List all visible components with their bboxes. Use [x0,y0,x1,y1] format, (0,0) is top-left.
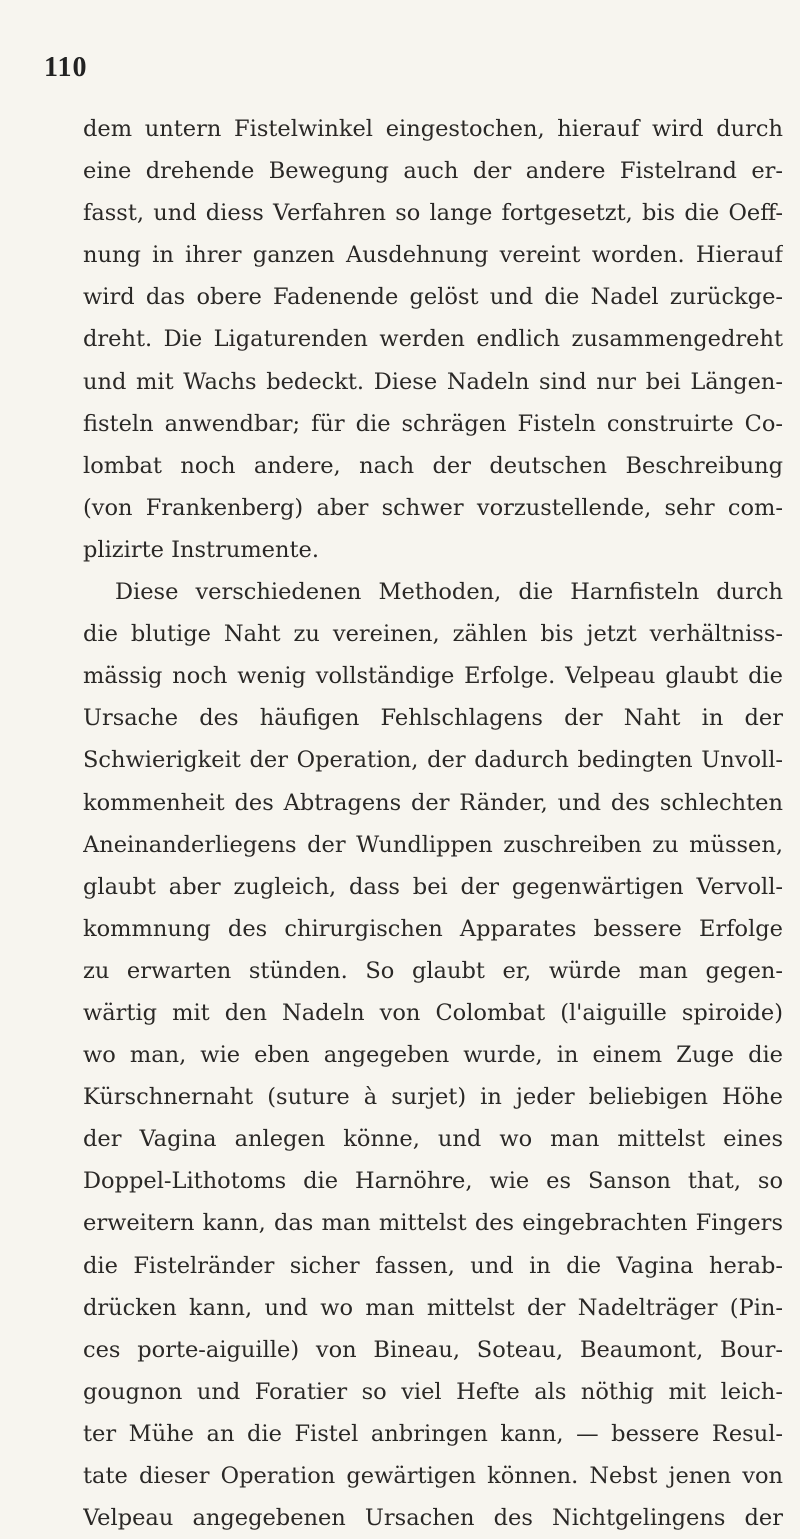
text-line: die Fistelränder sicher fassen, und in die Vagina herab- [83,1252,783,1279]
text-line: mässig noch wenig vollständige Erfolge. Velpeau glaubt die [83,663,783,690]
text-line: dreht. Die Ligaturenden werden endlich zusammengedreht [83,326,783,353]
text-line: und mit Wachs bedeckt. Diese Nadeln sind nur bei Längen- [83,368,783,395]
text-line: Doppel-Lithotoms die Harnöhre, wie es Sanson that, so [83,1168,783,1195]
text-line: die blutige Naht zu vereinen, zählen bis jetzt verhältniss- [83,621,783,648]
paragraph-first-line: Diese verschiedenen Methoden, die Harnfisteln durch [115,579,783,606]
text-line: fasst, und diess Verfahren so lange fortgesetzt, bis die Oeff- [83,200,783,227]
text-line: erweitern kann, das man mittelst des eingebrachten Fingers [83,1210,783,1237]
text-block [83,108,783,1539]
text-line: dem untern Fistelwinkel eingestochen, hierauf wird durch [83,116,783,142]
text-line: Velpeau angegebenen Ursachen des Nichtgelingens der [83,1505,783,1532]
text-line: zu erwarten stünden. So glaubt er, würde man gegen- [83,957,783,984]
text-line: kommenheit des Abtragens der Ränder, und des schlechten [83,789,783,816]
text-line: fisteln anwendbar; für die schrägen Fisteln construirte Co- [83,410,783,437]
text-line: wird das obere Fadenende gelöst und die Nadel zurückge- [83,284,783,311]
text-line: eine drehende Bewegung auch der andere Fistelrand er- [83,158,783,185]
text-line: plizirte Instrumente. [83,536,319,563]
text-line: Kürschnernaht (suture à surjet) in jeder beliebigen Höhe [83,1084,783,1111]
text-line: ter Mühe an die Fistel anbringen kann, — bessere Resul- [83,1420,783,1447]
text-line: Schwierigkeit der Operation, der dadurch bedingten Unvoll- [83,747,783,774]
text-line: gougnon und Foratier so viel Hefte als nöthig mit leich- [83,1378,783,1405]
page-number: 110 [44,52,88,83]
text-line: drücken kann, und wo man mittelst der Nadelträger (Pin- [83,1294,783,1321]
text-line: wo man, wie eben angegeben wurde, in einem Zuge die [83,1042,783,1069]
text-line: wärtig mit den Nadeln von Colombat (l'aiguille spiroide) [83,999,783,1026]
text-line: kommnung des chirurgischen Apparates bessere Erfolge [83,915,783,942]
text-line: Aneinanderliegens der Wundlippen zuschreiben zu müssen, [83,831,783,858]
text-line: tate dieser Operation gewärtigen können. Nebst jenen von [83,1463,783,1489]
text-line: ces porte-aiguille) von Bineau, Soteau, Beaumont, Bour- [83,1336,783,1363]
text-line: nung in ihrer ganzen Ausdehnung vereint worden. Hierauf [83,242,783,269]
text-line: Ursache des häufigen Fehlschlagens der Naht in der [83,705,783,732]
text-line: der Vagina anlegen könne, und wo man mittelst eines [83,1126,783,1153]
text-line: lombat noch andere, nach der deutschen Beschreibung [83,452,783,479]
text-line: (von Frankenberg) aber schwer vorzustellende, sehr com- [83,494,783,521]
text-line: glaubt aber zugleich, dass bei der gegenwärtigen Vervoll- [83,873,783,900]
